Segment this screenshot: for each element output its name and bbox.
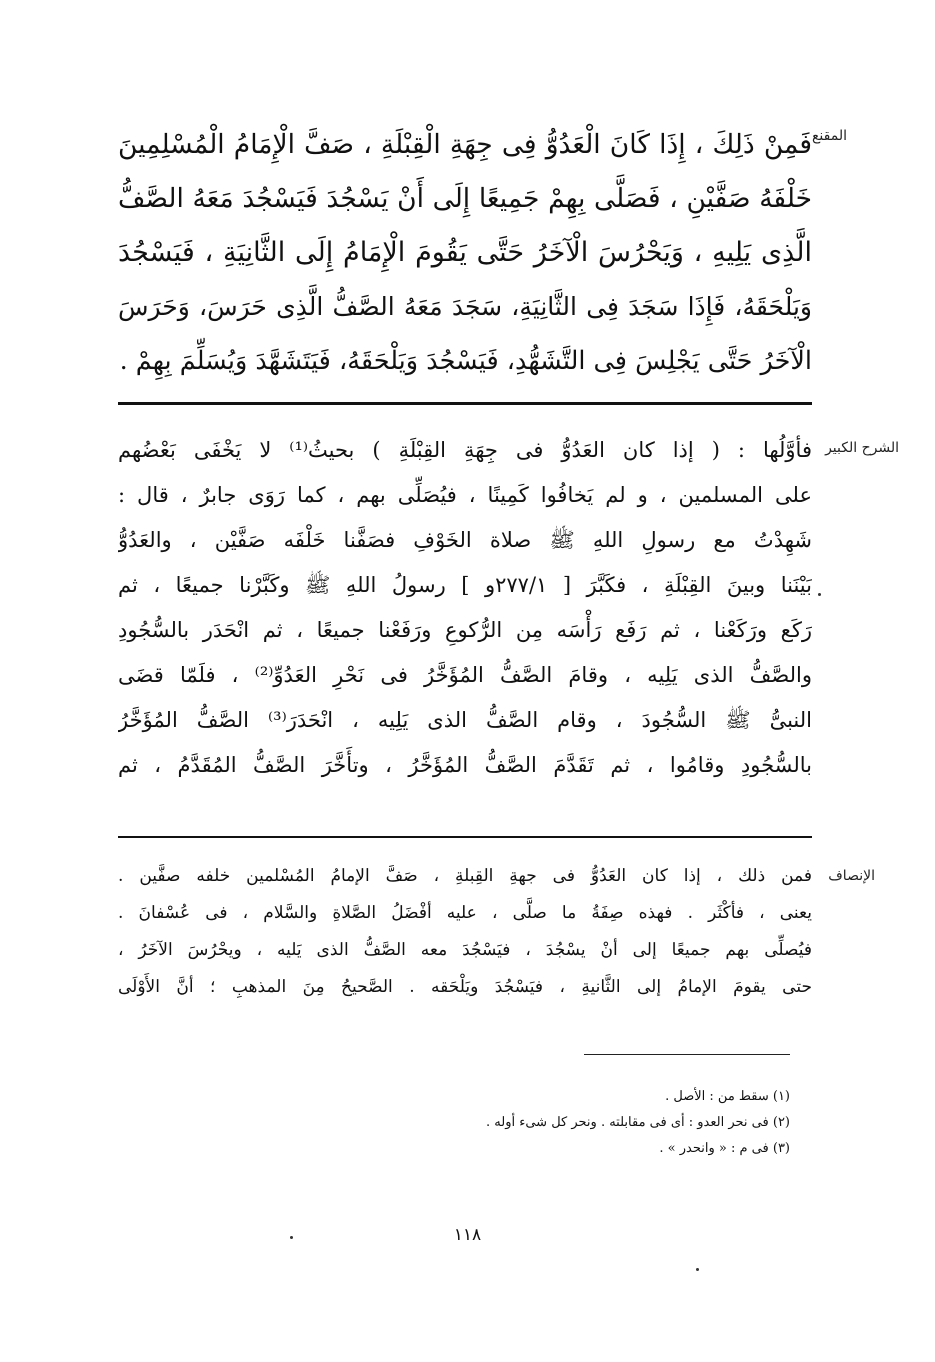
footnote: (٣) فى م : « وانحدر » .	[659, 1141, 790, 1156]
section-divider-thin	[118, 836, 812, 838]
sharh-line: شَهِدْتُ مع رسولِ اللهِ ﷺ صلاة الخَوْفِ فصَفَّنا خَلْفَه صَفَّيْن ، والعَدُوُّ	[118, 528, 812, 552]
muqni-line: الَّذِى يَلِيهِ ، وَيَحْرُسَ الْآخَرُ حَتَّى يَقُومَ الْإِمَامُ إِلَى الثَّانِيَةِ ، فَيَسْجُدَ	[118, 237, 812, 268]
sharh-line: بالسُّجُودِ وقامُوا ، ثم تَقَدَّمَ الصَّفُّ المُؤَخَّرُ ، وتأَخَّرَ الصَّفُّ المُقَدَّمُ ، ثم	[118, 753, 812, 777]
insaf-line: فيُصلِّى بهم جميعًا إلى أنْ يسْجُدَ ، فيَسْجُدَ معه الصَّفُّ الذى يَليه ، ويحْرُسَ الآخَرُ ،	[118, 940, 812, 960]
muqni-line: الْآخَرُ حَتَّى يَجْلِسَ فِى التَّشَهُّدِ، فَيَسْجُدَ وَيَلْحَقَهُ، فَيَتَشَهَّدَ وَيُسَلِّمَ بِهِمْ .	[119, 346, 812, 376]
footnote: (٢) فى نحر العدو : أى فى مقابلته . ونحر كل شىء أوله .	[486, 1115, 790, 1130]
sharh-line: بَيْنَنا وبينَ القِبْلَةِ ، فكَبَّرَ [ ٢٧٧/١و ] رسولُ اللهِ ﷺ وكَبَّرْنا جميعًا ، ثم	[118, 573, 812, 597]
section-label-sharh: الشرح الكبير	[825, 440, 899, 456]
section-label-insaf: الإنصاف	[828, 868, 875, 884]
insaf-line: حتى يقومَ الإمامُ إلى الثَّانيةِ ، فيَسْجُدَ ويَلْحَقه . الصَّحيحُ مِنَ المذهبِ ؛ أنَّ الأَوْلَى	[118, 977, 812, 997]
scan-speck	[818, 593, 821, 596]
sharh-line: رَكَع ورَكَعْنا ، ثم رَفَع رَأْسَه مِن الرُّكوعِ ورَفَعْنا جميعًا ، ثم انْحَدَر بالسُّجُودِ	[118, 618, 812, 642]
muqni-line: وَيَلْحَقَهُ، فَإِذَا سَجَدَ فِى الثَّانِيَةِ، سَجَدَ مَعَهُ الصَّفُّ الَّذِى حَرَسَ، وَحَرَسَ	[118, 292, 812, 321]
scan-speck	[290, 1236, 293, 1239]
scan-speck	[696, 1268, 699, 1271]
sharh-line: على المسلمين ، و لم يَخافُوا كَمِينًا ، فيُصَلِّى بهم ، كما رَوَى جابرٌ ، قال :	[118, 483, 812, 507]
sharh-line: والصَّفُّ الذى يَلِيه ، وقامَ الصَّفُّ المُؤَخَّرُ فى نَحْرِ العَدُوِّ⁽²⁾ ، فلَمّا قضَى	[118, 663, 812, 687]
sharh-line: فأوَّلُها : ( إذا كان العَدُوُّ فى جِهَةِ القِبْلَةِ ) بحيثُ⁽¹⁾ لا يَخْفَى بَعْضُهم	[118, 438, 812, 462]
insaf-line: فمن ذلك ، إذا كان العَدُوُّ فى جهةِ القِبلةِ ، صَفَّ الإمامُ المُسْلمين خلفه صفَّين .	[118, 866, 812, 886]
muqni-line: خَلْفَهُ صَفَّيْنِ ، فَصَلَّى بِهِمْ جَمِيعًا إِلَى أَنْ يَسْجُدَ فَيَسْجُدَ مَعَهُ الصَّفُّ	[118, 183, 812, 214]
sharh-text-block	[118, 428, 812, 788]
muqni-line: فَمِنْ ذَلِكَ ، إِذَا كَانَ الْعَدُوُّ فِى جِهَةِ الْقِبْلَةِ ، صَفَّ الْإِمَامُ الْمُسْلِمِينَ	[118, 129, 812, 160]
footnotes	[300, 1084, 790, 1162]
page-number: ١١٨	[453, 1225, 482, 1245]
sharh-line: النبىُّ ﷺ السُّجُودَ ، وقام الصَّفُّ الذى يَلِيه ، انْحَدَرَ⁽³⁾ الصَّفُّ المُؤَخَّرُ	[118, 708, 812, 732]
insaf-line: يعنى ، فأكْثَر . فهذه صِفَةُ ما صلَّى ، عليه أفْضَلُ الصَّلاةِ والسَّلام ، فى عُسْفانَ .	[118, 903, 812, 923]
section-label-muqni: المقنع	[811, 128, 847, 144]
footnote: (١) سقط من : الأصل .	[665, 1089, 790, 1104]
footnote-separator	[584, 1054, 790, 1055]
insaf-text-block	[118, 858, 812, 1006]
section-divider-thick	[118, 402, 812, 405]
muqni-text-block	[118, 118, 812, 388]
